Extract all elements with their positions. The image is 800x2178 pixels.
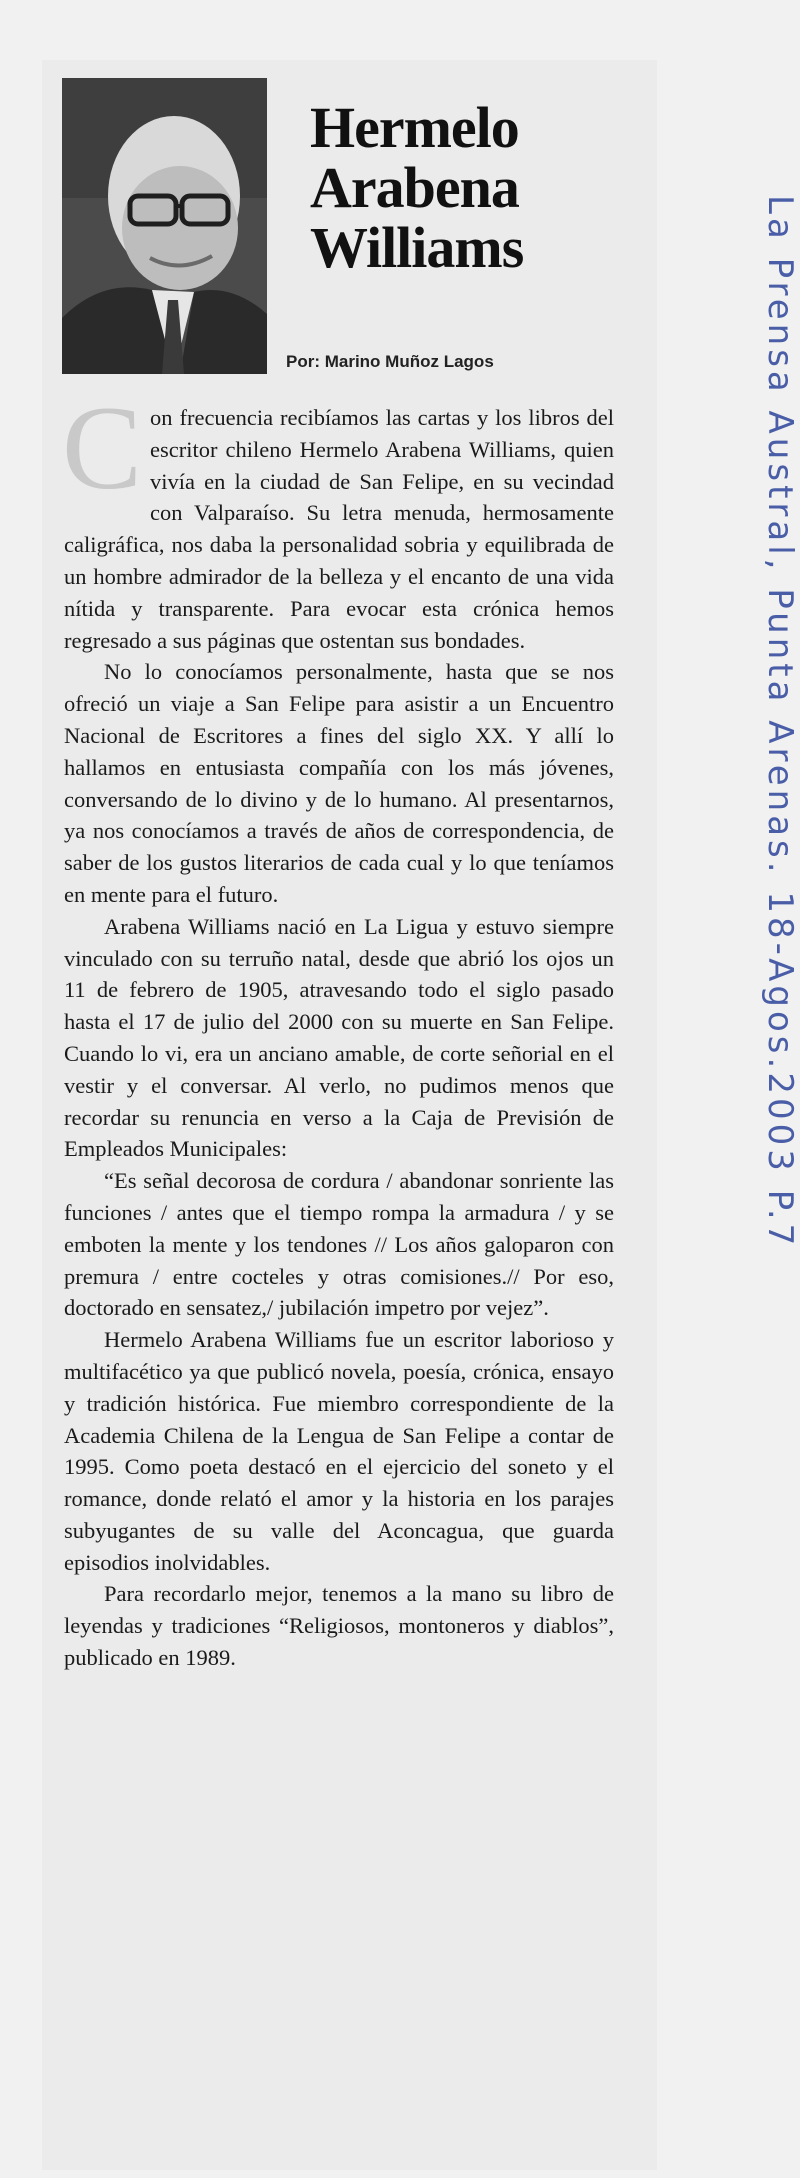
paragraph-1 (62, 381, 614, 656)
article-headline (310, 95, 620, 280)
paragraph-5: Hermelo Arabena Williams fue un escritor laborioso y multifacético ya que publicó novela, poesía, crónica, ensayo y tradición histórica. Fue miembro correspondiente de la Academia Chilena de la Lengua de San Felipe a contar de 1995. Como poeta destacó en el ejercicio del soneto y el romance, donde relató el amor y la historia en los parajes subyugantes de su valle del Aconcagua, que guarda episodios inolvidables. (64, 1327, 614, 1575)
paragraph-2: No lo conocíamos personalmente, hasta que se nos ofreció un viaje a San Felipe para asistir a un Encuentro Nacional de Escritores a fines del siglo XX. Y allí lo hallamos en entusiasta compañía con los más jóvenes, conversando de lo divino y de lo humano. Al presentarnos, ya nos conocíamos a través de años de correspondencia, de saber de los gustos literarios de cada cual y lo que teníamos en mente para el futuro. (64, 659, 614, 907)
paragraph-1-text: on frecuencia recibíamos las cartas y los libros del escritor chileno Hermelo Arabena Williams, quien vivía en la ciudad de San Felipe, en su vecindad con Valparaíso. Su letra menuda, hermosamente caligráfica, nos daba la personalidad sobria y equilibrada de un hombre admirador de la belleza y el encanto de una vida nítida y transparente. Para evocar esta crónica hemos regresado a sus páginas que ostentan sus bondades. (64, 405, 614, 653)
article-body (62, 381, 614, 1674)
paragraph-4-poem-quote: “Es señal decorosa de cordura / abandonar sonriente las funciones / antes que el tiempo rompa la armadura / y se emboten la mente y los tendones // Los años galoparon con premura / entre cocteles y otras comisiones.// Por eso, doctorado en sensatez,/ jubilación impetro por vejez”. (64, 1168, 614, 1321)
headline-line-1: Hermelo (310, 95, 519, 160)
paragraph-6: Para recordarlo mejor, tenemos a la mano su libro de leyendas y tradiciones “Religiosos, montoneros y diablos”, publicado en 1989. (64, 1581, 614, 1671)
paragraph-3: Arabena Williams nació en La Ligua y estuvo siempre vinculado con su terruño natal, desde que abrió los ojos un 11 de febrero de 1905, atravesando todo el siglo pasado hasta el 17 de julio del 2000 con su muerte en San Felipe. Cuando lo vi, era un anciano amable, de corte señorial en el vestir y el conversar. Al verlo, no pudimos menos que recordar su renuncia en verso a la Caja de Previsión de Empleados Municipales: (64, 913, 614, 1162)
byline: Por: Marino Muñoz Lagos (286, 352, 494, 371)
handwritten-source-note: La Prensa Austral, Punta Arenas. 18-Agos.2003 P.7 (760, 195, 800, 1250)
drop-cap: C (62, 381, 143, 514)
author-portrait (62, 78, 267, 374)
headline-line-3: Williams (310, 215, 524, 280)
headline-line-2: Arabena (310, 155, 519, 220)
